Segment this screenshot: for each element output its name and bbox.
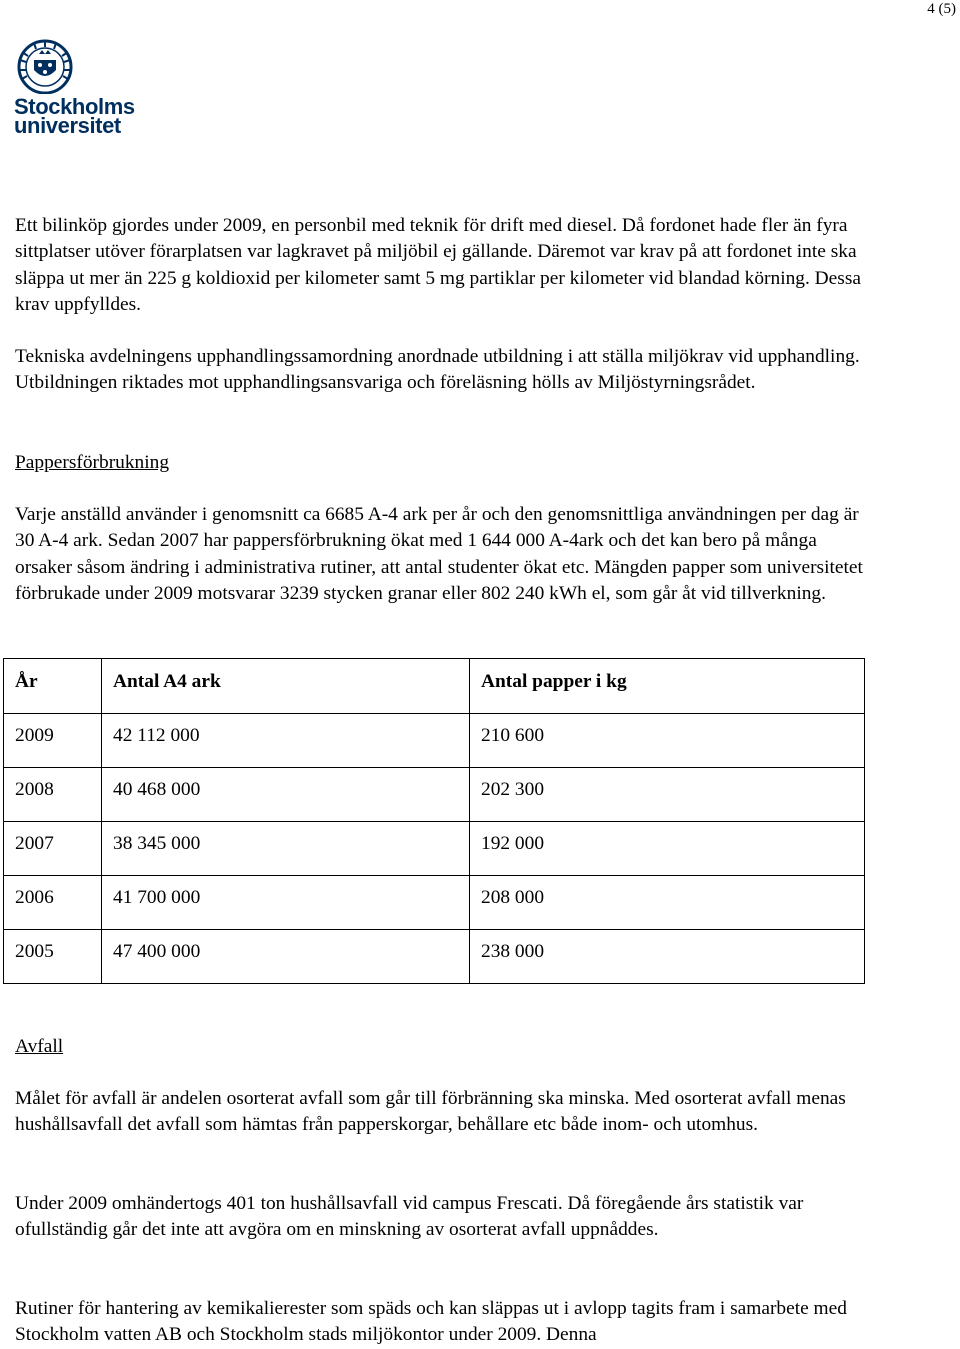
heading-paper-consumption: Pappersförbrukning <box>15 452 170 473</box>
university-seal-icon <box>14 38 76 94</box>
table-cell-paper-kg: 192 000 <box>470 822 865 876</box>
logo-line-1: Stockholms <box>14 94 135 119</box>
paragraph-chemical-residues: Rutiner för hantering av kemikalierester som späds och kan släppas ut i avlopp tagits fram i samarbete med Stockholm vatten AB och Stockholm stads miljökontor under 2009. Denna <box>15 1298 847 1346</box>
table-header-a4-sheets: Antal A4 ark <box>102 659 470 714</box>
logo-wordmark <box>14 94 135 138</box>
table-cell-paper-kg: 208 000 <box>470 876 865 930</box>
paper-consumption-table <box>3 658 865 984</box>
heading-waste: Avfall <box>15 1036 64 1057</box>
table-cell-year: 2005 <box>4 930 102 984</box>
table-row <box>4 714 865 768</box>
table-cell-year: 2009 <box>4 714 102 768</box>
table-row <box>4 876 865 930</box>
table-cell-paper-kg: 210 600 <box>470 714 865 768</box>
logo-line-2: universitet <box>14 113 121 138</box>
table-cell-paper-kg: 238 000 <box>470 930 865 984</box>
table-row <box>4 768 865 822</box>
table-header-row <box>4 659 865 714</box>
table-cell-year: 2007 <box>4 822 102 876</box>
university-logo <box>14 38 138 138</box>
paragraph-waste-goal: Målet för avfall är andelen osorterat avfall som går till förbränning ska minska. Med osorterat avfall menas hushållsavfall det avfall som hämtas från papperskorgar, behållare etc både inom- och utomhus. <box>15 1088 846 1136</box>
table-cell-year: 2006 <box>4 876 102 930</box>
table-header-year: År <box>4 659 102 714</box>
page-number: 4 (5) <box>927 1 956 17</box>
table-cell-a4-sheets: 38 345 000 <box>102 822 470 876</box>
table-row <box>4 930 865 984</box>
table-cell-paper-kg: 202 300 <box>470 768 865 822</box>
table-cell-a4-sheets: 42 112 000 <box>102 714 470 768</box>
paragraph-paper-consumption: Varje anställd använder i genomsnitt ca 6685 A-4 ark per år och den genomsnittliga användningen per dag är 30 A-4 ark. Sedan 2007 har pappersförbrukning ökat med 1 644 000 A-4ark och det kan bero på många orsaker såsom ändring i administrativa rutiner, att antal studenter ökat etc. Mängden papper som universitetet förbrukade under 2009 motsvarar 3239 stycken granar eller 802 240 kWh el, som går åt vid tillverkning. <box>15 504 863 604</box>
table-cell-a4-sheets: 40 468 000 <box>102 768 470 822</box>
table-cell-year: 2008 <box>4 768 102 822</box>
paragraph-procurement-training: Tekniska avdelningens upphandlingssamordning anordnade utbildning i att ställa miljökrav vid upphandling. Utbildningen riktades mot upphandlingsansvariga och föreläsning hölls av Miljöstyrningsrådet. <box>15 346 860 394</box>
paragraph-waste-2009: Under 2009 omhändertogs 401 ton hushållsavfall vid campus Frescati. Då föregående års statistik var ofullständig går det inte att avgöra om en minskning av osorterat avfall uppnåddes. <box>15 1193 804 1241</box>
table-cell-a4-sheets: 47 400 000 <box>102 930 470 984</box>
paragraph-diesel-car: Ett bilinköp gjordes under 2009, en personbil med teknik för drift med diesel. Då fordonet hade fler än fyra sittplatser utöver förarplatsen var lagkravet på miljöbil ej gällande. Däremot var krav på att fordonet inte ska släppa ut mer än 225 g koldioxid per kilometer samt 5 mg partiklar per kilometer vid blandad körning. Dessa krav uppfylldes. <box>15 215 861 315</box>
table-row <box>4 822 865 876</box>
table-header-paper-kg: Antal papper i kg <box>470 659 865 714</box>
table-cell-a4-sheets: 41 700 000 <box>102 876 470 930</box>
